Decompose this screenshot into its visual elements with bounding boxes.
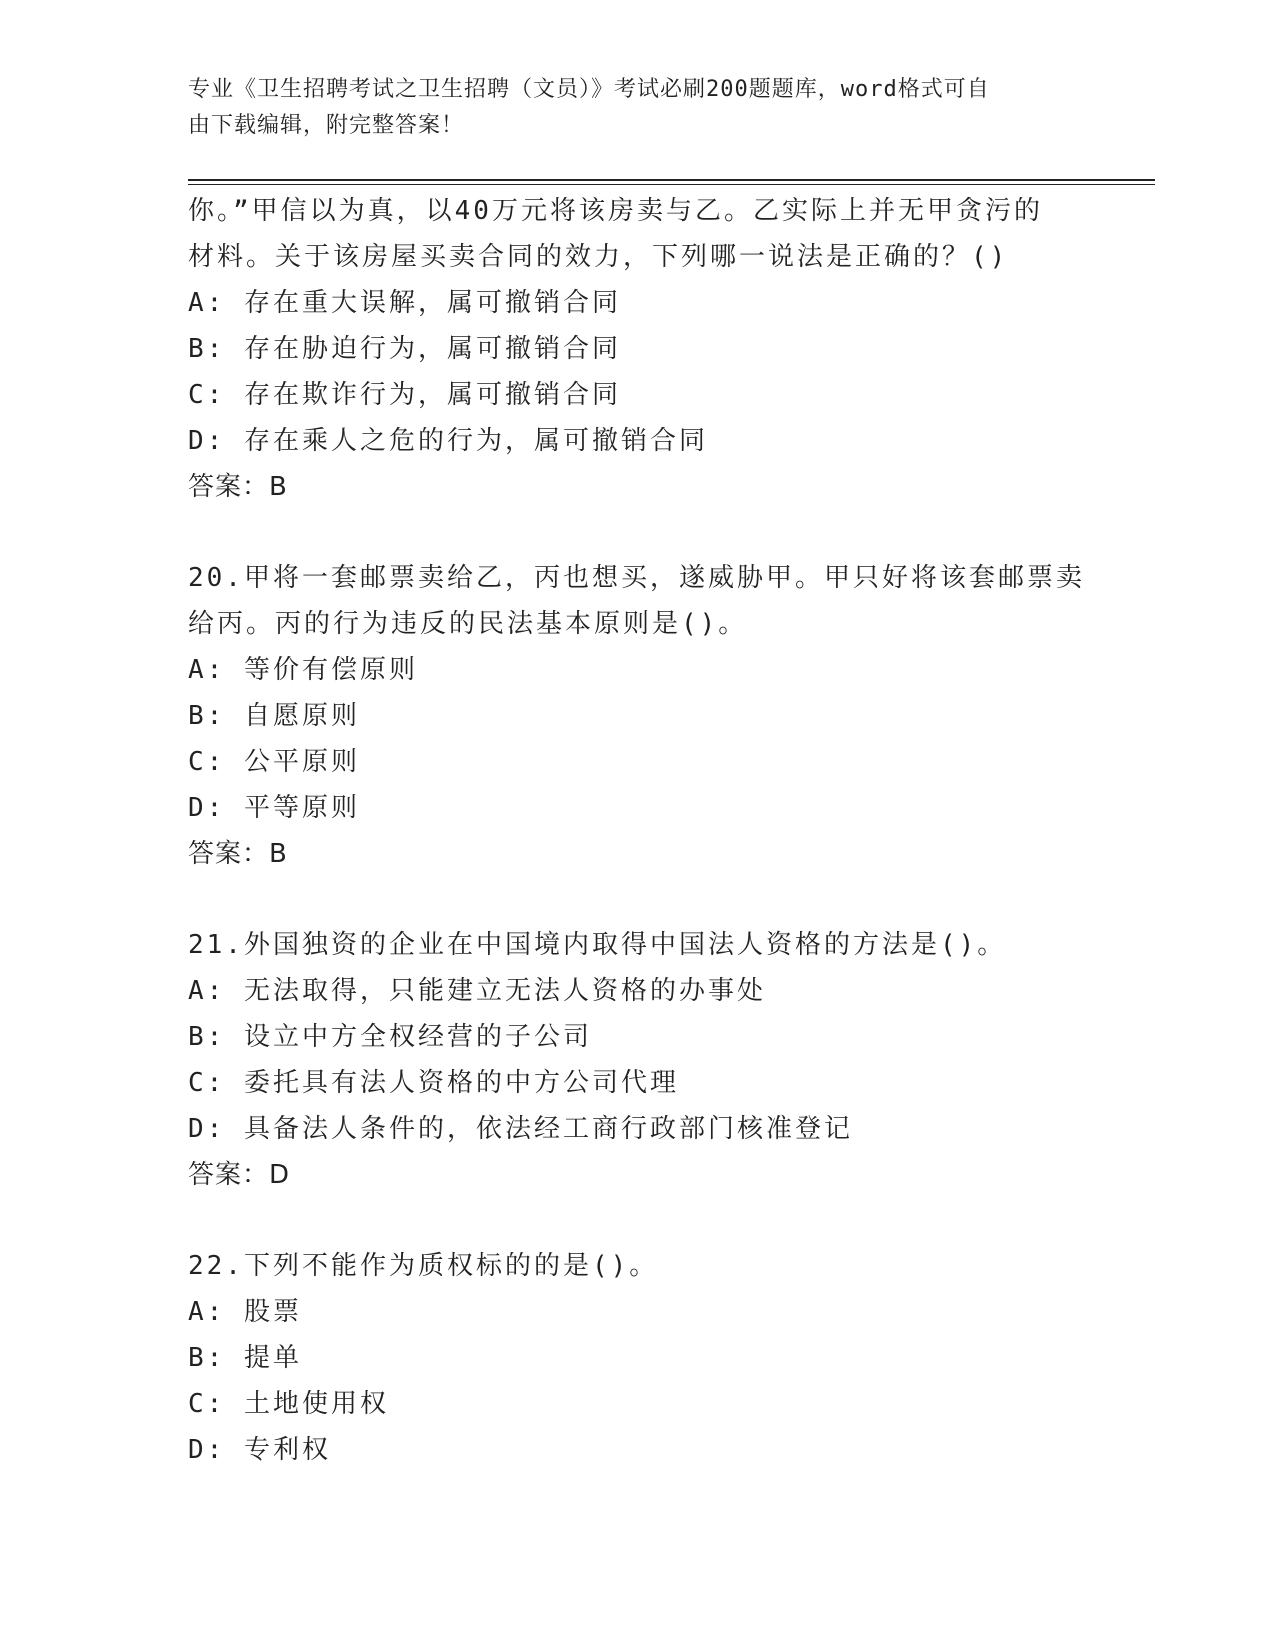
- question-stem: 给丙。丙的行为违反的民法基本原则是()。: [188, 609, 748, 639]
- answer-line: 答案：B: [188, 839, 288, 869]
- question-stem: 22.下列不能作为质权标的的是()。: [188, 1251, 659, 1281]
- option-c: C: 土地使用权: [188, 1389, 389, 1419]
- question-stem-continued: 材料。关于该房屋买卖合同的效力，下列哪一说法是正确的？(): [188, 242, 1009, 272]
- answer-line: 答案：D: [188, 1160, 291, 1190]
- question-stem-continued: 你。”甲信以为真，以40万元将该房卖与乙。乙实际上并无甲贪污的: [188, 196, 1043, 226]
- question-21: [188, 922, 1088, 1198]
- option-b: B: 存在胁迫行为，属可撤销合同: [188, 334, 621, 364]
- option-d: D: 存在乘人之危的行为，属可撤销合同: [188, 426, 708, 456]
- header-title-line-2: 由下载编辑，附完整答案！: [188, 113, 465, 138]
- question-22: [188, 1243, 1088, 1473]
- option-c: C: 委托具有法人资格的中方公司代理: [188, 1068, 679, 1098]
- question-list: [188, 188, 1088, 1473]
- option-a: A: 无法取得，只能建立无法人资格的办事处: [188, 976, 766, 1006]
- option-c: C: 公平原则: [188, 747, 360, 777]
- option-b: B: 提单: [188, 1343, 302, 1373]
- option-a: A: 等价有偿原则: [188, 655, 418, 685]
- spacer: [188, 510, 1088, 555]
- option-a: A: 存在重大误解，属可撤销合同: [188, 288, 621, 318]
- option-d: D: 专利权: [188, 1435, 331, 1465]
- header-divider-thin: [188, 184, 1155, 185]
- document-header: [188, 72, 1088, 144]
- header-title-line-1: 专业《卫生招聘考试之卫生招聘（文员）》考试必刷200题题库，word格式可自: [188, 77, 990, 102]
- question-20: [188, 555, 1088, 877]
- question-stem: 21.外国独资的企业在中国境内取得中国法人资格的方法是()。: [188, 930, 1007, 960]
- option-d: D: 平等原则: [188, 793, 360, 823]
- question-19: [188, 188, 1088, 510]
- spacer: [188, 1198, 1088, 1243]
- header-divider-thick: [188, 179, 1155, 181]
- option-d: D: 具备法人条件的，依法经工商行政部门核准登记: [188, 1114, 853, 1144]
- option-b: B: 自愿原则: [188, 701, 360, 731]
- option-a: A: 股票: [188, 1297, 302, 1327]
- option-b: B: 设立中方全权经营的子公司: [188, 1022, 592, 1052]
- spacer: [188, 877, 1088, 922]
- answer-line: 答案：B: [188, 472, 288, 502]
- option-c: C: 存在欺诈行为，属可撤销合同: [188, 380, 621, 410]
- question-stem: 20.甲将一套邮票卖给乙，丙也想买，遂威胁甲。甲只好将该套邮票卖: [188, 563, 1085, 593]
